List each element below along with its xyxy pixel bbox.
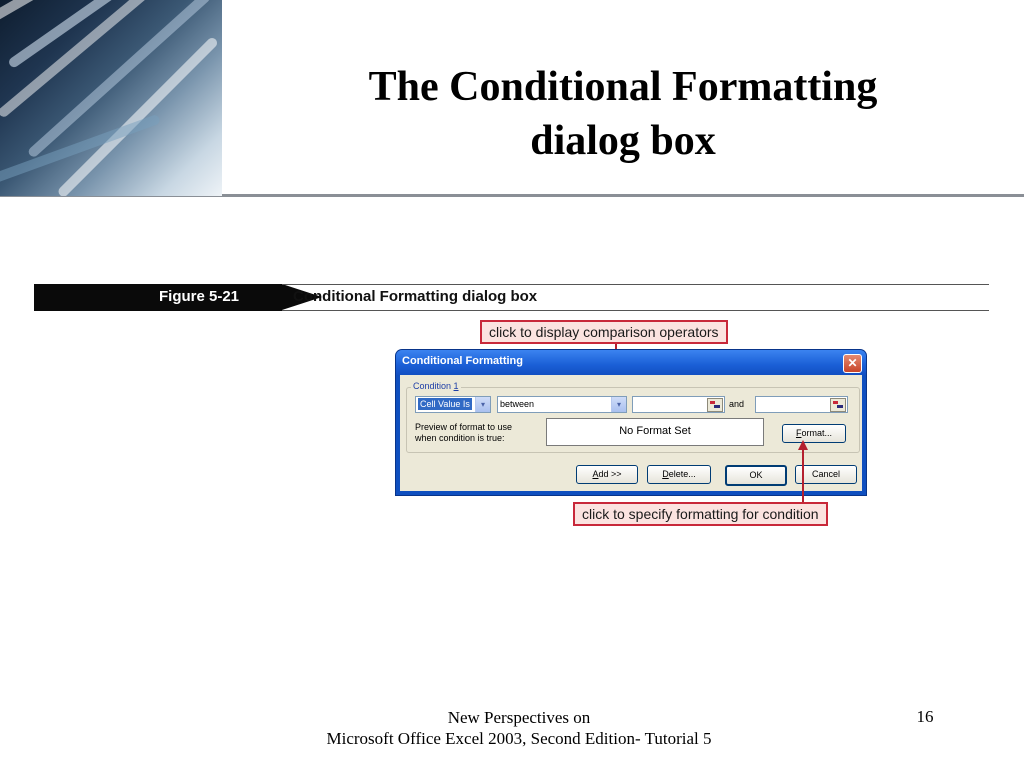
callout-specify-formatting: click to specify formatting for condition [573, 502, 828, 526]
add-button[interactable] [576, 465, 638, 484]
figure-number: Figure 5-21 [159, 288, 240, 305]
preview-label-line2: when condition is true: [415, 433, 505, 443]
footer-line2: Microsoft Office Excel 2003, Second Edition- Tutorial 5 [326, 729, 712, 748]
condition-group-label [411, 381, 461, 391]
add-button-label: dd >> [598, 469, 622, 479]
cancel-button[interactable]: Cancel [795, 465, 857, 484]
add-button-accel: A [592, 469, 599, 479]
figure-caption: Conditional Formatting dialog box [293, 288, 538, 305]
collapse-dialog-icon[interactable] [830, 398, 846, 412]
figure-caption-bar [34, 284, 989, 311]
condition-label-text: Condition [413, 381, 454, 391]
format-preview-box: No Format Set [546, 418, 764, 446]
preview-label-line1: Preview of format to use [415, 422, 513, 432]
conditional-formatting-dialog [396, 350, 866, 495]
format-button-accel: F [795, 428, 802, 438]
page-number: 16 [916, 707, 934, 726]
format-button-label: ormat... [801, 428, 832, 438]
callout-comparison-operators: click to display comparison operators [480, 320, 728, 344]
header-decorative-image [0, 0, 222, 196]
and-label: and [729, 399, 745, 409]
footer-line1: New Perspectives on [447, 708, 591, 727]
value1-input[interactable] [632, 396, 725, 413]
condition-type-dropdown[interactable] [415, 396, 491, 413]
slide-footer [288, 707, 750, 749]
figure-bar-bottom-rule [282, 310, 989, 311]
chevron-down-icon[interactable]: ▾ [611, 397, 626, 412]
dialog-title: Conditional Formatting [402, 355, 523, 367]
figure-bar-top-rule [282, 284, 989, 285]
condition-label-number: 1 [453, 381, 459, 391]
ok-button[interactable]: OK [725, 465, 787, 486]
delete-button[interactable] [647, 465, 711, 484]
delete-button-accel: D [662, 469, 669, 479]
header-divider-left [0, 196, 222, 197]
callout-bottom-arrowhead [798, 440, 808, 450]
slide-title-line1: The Conditional Formatting [368, 64, 878, 110]
chevron-down-icon[interactable]: ▾ [475, 397, 490, 412]
condition-type-value: Cell Value Is [420, 399, 470, 409]
dialog-body [400, 375, 862, 491]
close-icon[interactable]: ✕ [843, 354, 862, 373]
format-button[interactable] [782, 424, 846, 443]
delete-button-label: elete... [668, 469, 696, 479]
figure-label-background [34, 284, 282, 311]
operator-value: between [500, 399, 535, 409]
callout-bottom-leader-line [802, 450, 804, 502]
collapse-dialog-icon[interactable] [707, 398, 723, 412]
dialog-titlebar [396, 350, 866, 375]
header-divider [222, 194, 1024, 197]
operator-dropdown[interactable] [497, 396, 627, 413]
slide-title-line2: dialog box [530, 118, 716, 164]
value2-input[interactable] [755, 396, 848, 413]
